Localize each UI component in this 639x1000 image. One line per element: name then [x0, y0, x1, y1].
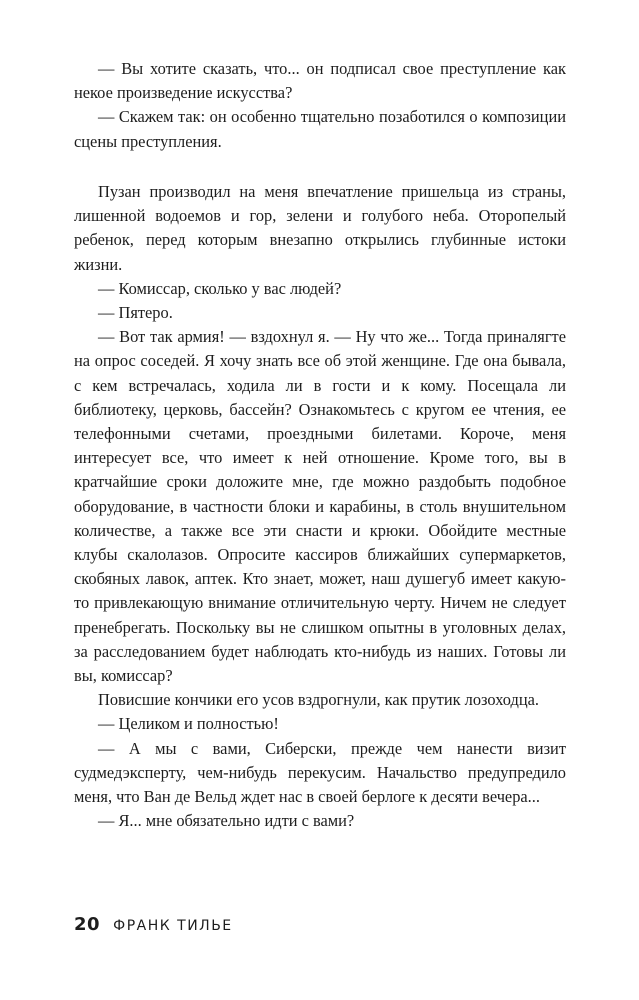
paragraph: — А мы с вами, Сиберски, прежде чем нанести визит судмедэксперту, чем-нибудь перекусим. Начальство предупредило меня, что Ван де Вельд ждет нас в своей берлоге к десяти вечера...	[74, 738, 566, 807]
paragraph: Пузан производил на меня впечатление пришельца из страны, лишенной водоемов и гор, зелени и голубого неба. Оторопелый ребенок, перед которым внезапно открылись глубинные истоки жизни.	[74, 182, 566, 274]
text-block-dialogue-top	[74, 57, 566, 154]
page-number: 20	[74, 914, 101, 935]
paragraph: Повисшие кончики его усов вздрогнули, как прутик лозоходца.	[98, 690, 539, 710]
paragraph: — Вот так армия! — вздохнул я. — Ну что же... Тогда приналягте на опрос соседей. Я хочу знать все об этой женщине. Где она бывала, с кем встречалась, ходила ли в гости и к кому. Посещала ли библиотеку, церковь, бассейн? Ознакомьтесь с кругом ее чтения, ее телефонными счетами, проездными билетами. Короче, меня интересует все, что имеет к ней отношение. Кроме того, вы в кратчайшие сроки доложите мне, где можно раздобыть подобное оборудование, в частности блоки и карабины, в столь внушительном количестве, а также все эти снасти и крюки. Обойдите местные клубы скалолазов. Опросите кассиров ближайших супермаркетов, скобяных лавок, аптек. Кто знает, может, наш душегуб имеет какую-то привлекающую внимание отличительную черту. Ничем не следует пренебрегать. Поскольку вы не слишком опытны в уголовных делах, за расследованием будет наблюдать кто-нибудь из наших. Готовы ли вы, комиссар?	[74, 327, 566, 686]
paragraph: — Комиссар, сколько у вас людей?	[98, 278, 342, 298]
paragraph: — Вы хотите сказать, что... он подписал свое преступление как некое произведение искусства?	[74, 59, 566, 103]
running-author: ФРАНК ТИЛЬЕ	[113, 918, 233, 934]
paragraph: — Пятеро.	[98, 303, 173, 323]
text-block-main	[74, 180, 566, 833]
paragraph: — Целиком и полностью!	[98, 714, 279, 734]
page-footer	[74, 914, 233, 935]
paragraph: — Скажем так: он особенно тщательно позаботился о композиции сцены преступления.	[74, 107, 566, 151]
paragraph: — Я... мне обязательно идти с вами?	[98, 811, 355, 831]
